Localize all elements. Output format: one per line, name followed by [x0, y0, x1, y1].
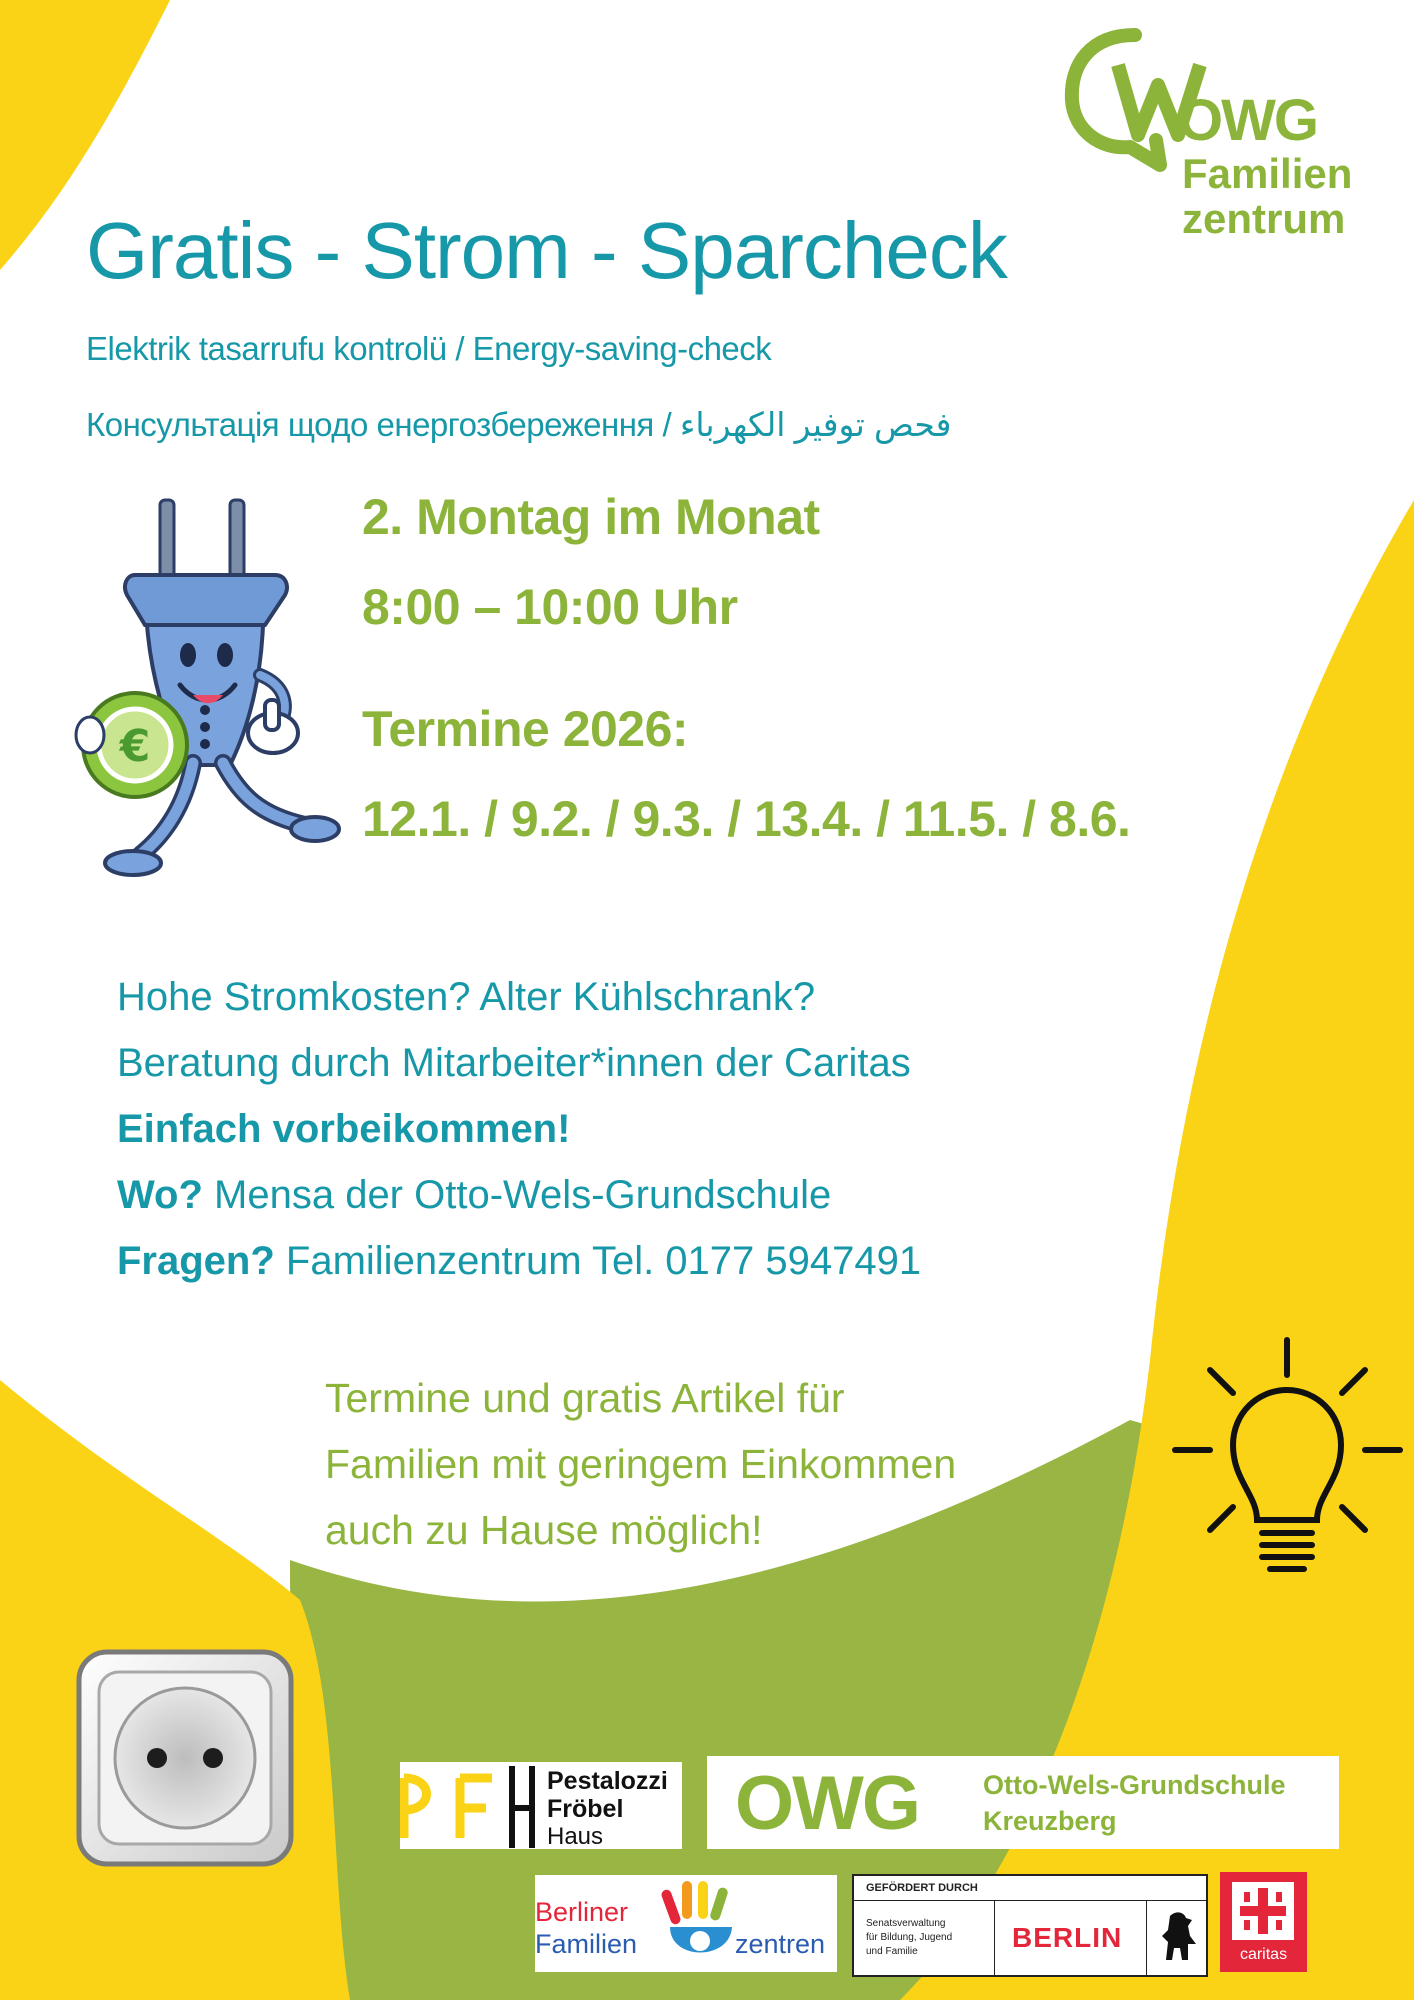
senat-berlin-logo	[852, 1874, 1208, 1977]
pfh-line3: Haus	[547, 1823, 604, 1850]
note-line-2: Familien mit geringem Einkommen	[325, 1441, 957, 1487]
pfh-line1: Pestalozzi	[547, 1767, 668, 1795]
info-line-1: Hohe Stromkosten? Alter Kühlschrank?	[117, 975, 816, 1019]
info-questions	[117, 1239, 921, 1284]
schedule-dates: 12.1. / 9.2. / 9.3. / 13.4. / 11.5. / 8.6.	[362, 791, 1131, 847]
power-socket-icon	[75, 1648, 295, 1868]
info-line-2: Beratung durch Mitarbeiter*innen der Caritas	[117, 1041, 911, 1085]
schedule-time: 8:00 – 10:00 Uhr	[362, 579, 738, 635]
pestalozzi-froebel-haus-logo	[400, 1762, 682, 1849]
caritas-cross-icon	[1232, 1882, 1294, 1940]
senat-header: GEFÖRDERT DURCH	[866, 1882, 978, 1894]
senat-divider-3	[1146, 1900, 1147, 1977]
owg-line2: Kreuzberg	[983, 1806, 1117, 1836]
page-title: Gratis - Strom - Sparcheck	[86, 206, 1007, 295]
bfz-line1: Berliner	[535, 1897, 629, 1927]
subtitle-ukrainian-arabic: Консультація щодо енергозбереження / فحص توفير الكهرباء	[86, 406, 952, 443]
senat-line1: Senatsverwaltung	[866, 1918, 946, 1929]
note-line-3: auch zu Hause möglich!	[325, 1507, 763, 1553]
senat-divider-2	[994, 1900, 995, 1977]
senat-line2: für Bildung, Jugend	[866, 1932, 953, 1943]
subtitle-turkish-english: Elektrik tasarrufu kontrolü / Energy-saving-check	[86, 330, 772, 367]
senat-divider	[854, 1900, 1206, 1901]
info-line-3: Einfach vorbeikommen!	[117, 1107, 571, 1151]
where-label: Wo?	[117, 1173, 203, 1217]
owg-school-logo	[707, 1756, 1339, 1849]
berliner-familienzentren-logo	[535, 1875, 837, 1972]
lightbulb-icon	[1170, 1335, 1405, 1575]
logo-line2: zentrum	[1182, 195, 1346, 242]
questions-value: Familienzentrum Tel. 0177 5947491	[274, 1239, 922, 1283]
questions-label: Fragen?	[117, 1239, 275, 1283]
info-where	[117, 1173, 831, 1218]
bear-icon	[1158, 1910, 1198, 1966]
euro-icon: €	[119, 721, 151, 772]
note-line-1: Termine und gratis Artikel für	[325, 1375, 845, 1421]
bfz-line2: Familien	[535, 1929, 638, 1959]
schedule-day: 2. Montag im Monat	[362, 489, 820, 545]
caritas-logo	[1220, 1872, 1307, 1972]
senat-berlin: BERLIN	[1012, 1922, 1123, 1953]
logo-line1: Familien	[1182, 150, 1353, 197]
owg-line1: Otto-Wels-Grundschule	[983, 1770, 1286, 1800]
senat-line3: und Familie	[866, 1946, 918, 1957]
owg-letters: OWG	[735, 1761, 919, 1846]
owg-familienzentrum-logo	[1060, 25, 1390, 242]
logo-letters: OWG	[1178, 88, 1317, 153]
caritas-label: caritas	[1239, 1946, 1288, 1963]
colorful-hand-icon	[660, 1879, 740, 1969]
pfh-mark-icon	[400, 1762, 540, 1849]
pfh-line2: Fröbel	[547, 1795, 624, 1823]
where-value: Mensa der Otto-Wels-Grundschule	[202, 1173, 832, 1217]
schedule-dates-label: Termine 2026:	[362, 701, 689, 757]
bfz-line3: zentren	[735, 1929, 826, 1959]
plug-mascot-icon	[65, 495, 345, 895]
